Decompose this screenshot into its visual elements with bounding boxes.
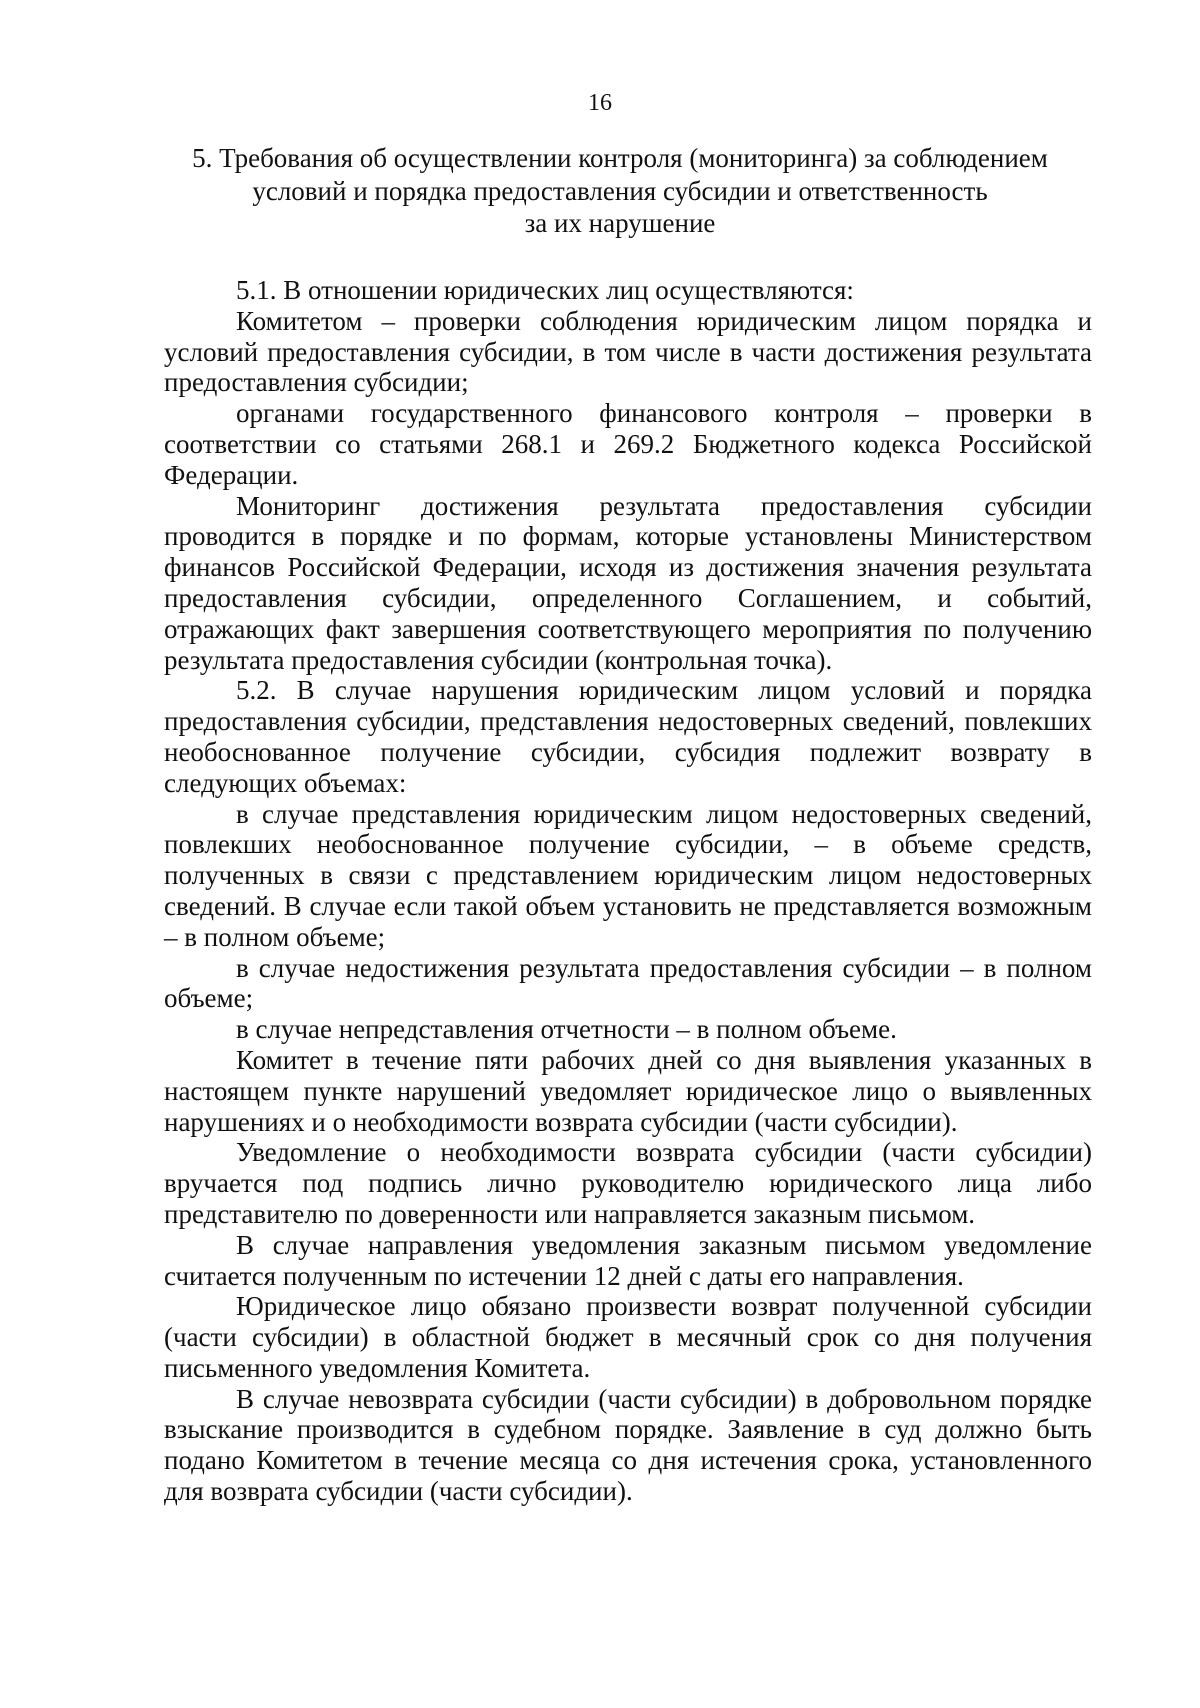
page-number: 16 [588, 90, 612, 116]
paragraph: органами государственного финансового контроля – проверки в соответствии со статьями 268.1 и 269.2 Бюджетного кодекса Российской Федерации. [164, 398, 1092, 490]
section-heading [150, 142, 1090, 240]
section-heading-line: 5. Требования об осуществлении контроля (мониторинга) за соблюдением [192, 143, 1048, 173]
document-body [164, 275, 1092, 1507]
paragraph: 5.2. В случае нарушения юридическим лицом условий и порядка предоставления субсидии, представления недостоверных сведений, повлекших необоснованное получение субсидии, субсидия подлежит возврату в следующих объемах: [164, 675, 1092, 798]
paragraph: в случае недостижения результата предоставления субсидии – в полном объеме; [164, 952, 1092, 1014]
paragraph: Мониторинг достижения результата предоставления субсидии проводится в порядке и по формам, которые установлены Министерством финансов Российской Федерации, исходя из достижения значения результата предоставления субсидии, определенного Соглашением, и событий, отражающих факт завершения соответствующего мероприятия по получению результата предоставления субсидии (контрольная точка). [164, 490, 1092, 675]
paragraph: Уведомление о необходимости возврата субсидии (части субсидии) вручается под подпись лично руководителю юридического лица либо представителю по доверенности или направляется заказным письмом. [164, 1137, 1092, 1229]
paragraph: В случае направления уведомления заказным письмом уведомление считается полученным по истечении 12 дней с даты его направления. [164, 1229, 1092, 1291]
paragraph: В случае невозврата субсидии (части субсидии) в добровольном порядке взыскание производится в судебном порядке. Заявление в суд должно быть подано Комитетом в течение месяца со дня истечения срока, установленного для возврата субсидии (части субсидии). [164, 1383, 1092, 1507]
section-heading-line: за их нарушение [524, 208, 716, 238]
paragraph: в случае представления юридическим лицом недостоверных сведений, повлекших необоснованное получение субсидии, – в объеме средств, полученных в связи с представлением юридическим лицом недостоверных сведений. В случае если такой объем установить не представляется возможным – в полном объеме; [164, 798, 1092, 952]
paragraph: Комитетом – проверки соблюдения юридическим лицом порядка и условий предоставления субсидии, в том числе в части достижения результата предоставления субсидии; [164, 305, 1092, 398]
paragraph: 5.1. В отношении юридических лиц осуществляются: [236, 275, 854, 305]
paragraph: Юридическое лицо обязано произвести возврат полученной субсидии (части субсидии) в областной бюджет в месячный срок со дня получения письменного уведомления Комитета. [164, 1291, 1092, 1383]
paragraph: Комитет в течение пяти рабочих дней со дня выявления указанных в настоящем пункте нарушений уведомляет юридическое лицо о выявленных нарушениях и о необходимости возврата субсидии (части субсидии). [164, 1044, 1092, 1137]
paragraph: в случае непредставления отчетности – в полном объеме. [236, 1014, 897, 1045]
section-heading-line: условий и порядка предоставления субсидии и ответственность [252, 175, 988, 206]
